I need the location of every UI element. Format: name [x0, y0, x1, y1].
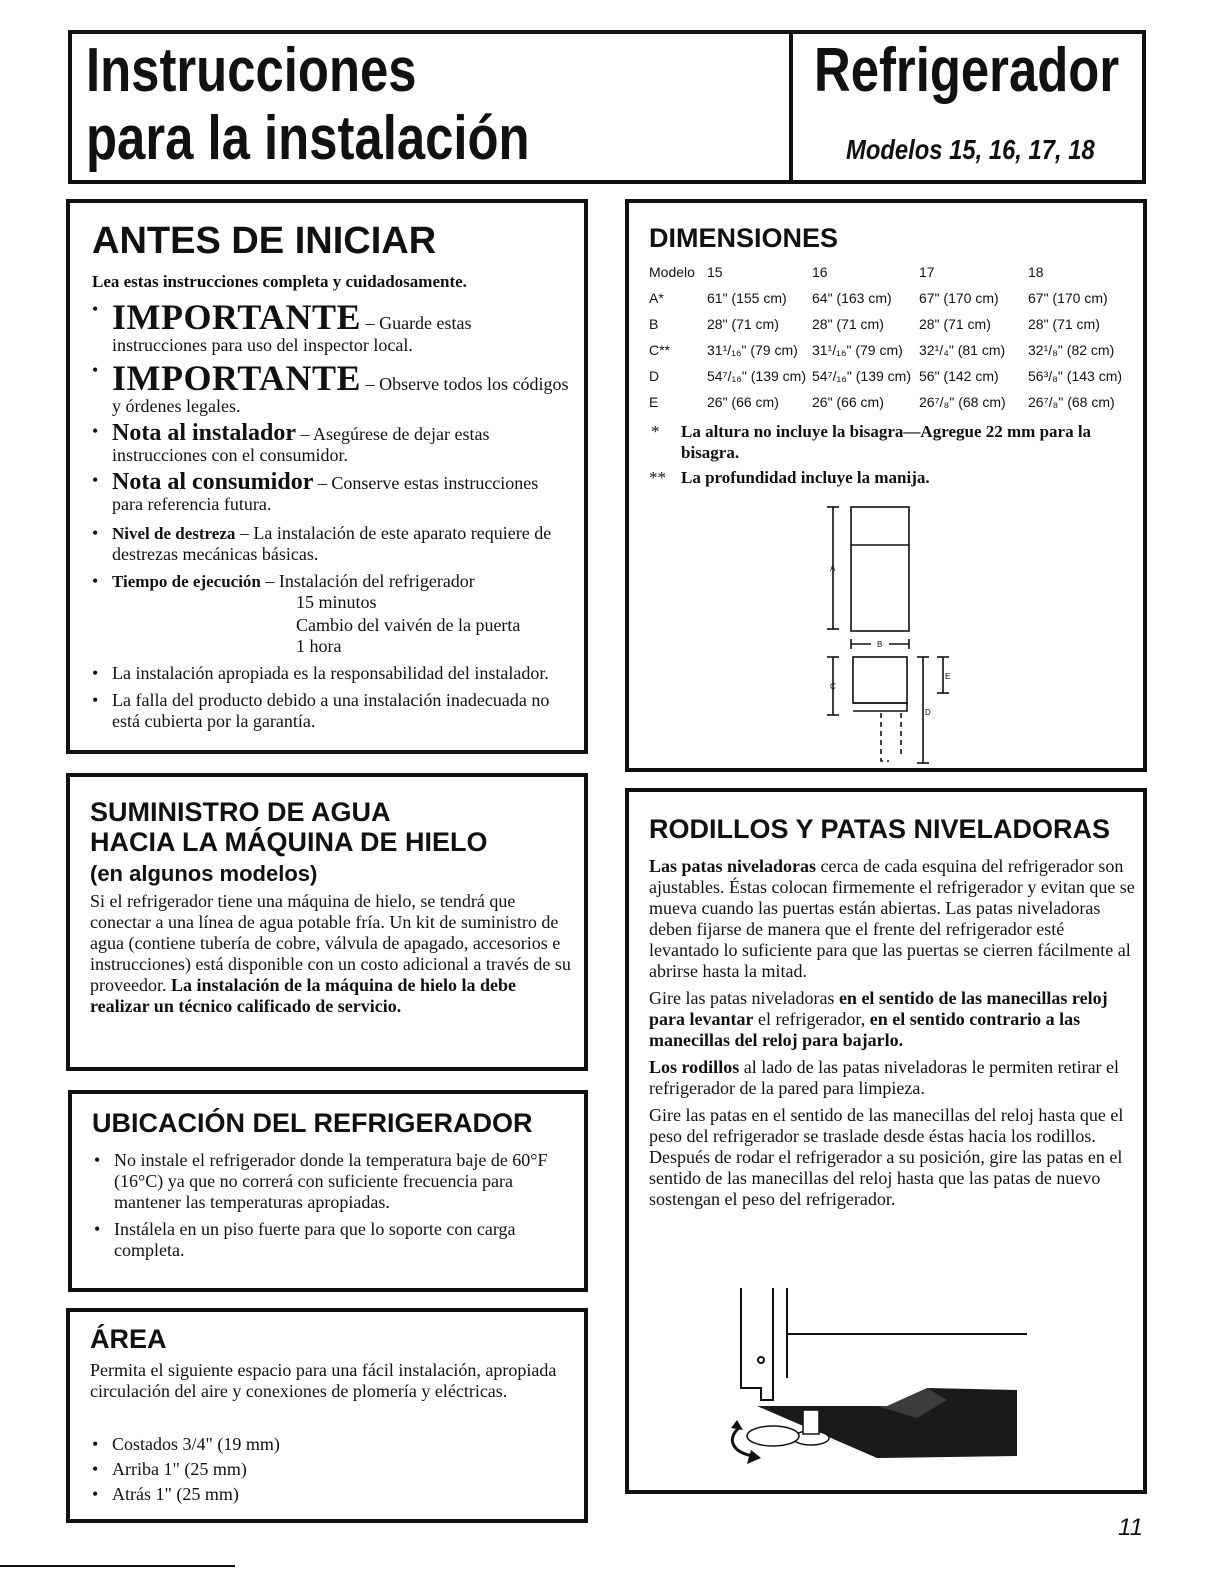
header-divider — [789, 30, 793, 184]
col-15: 15 — [707, 264, 723, 280]
cell: 28" (71 cm) — [919, 316, 991, 332]
area-b1: • Costados 3/4" (19 mm) — [86, 1434, 570, 1455]
label-e: E — [945, 672, 951, 681]
area-b2: • Arriba 1" (25 mm) — [86, 1459, 570, 1480]
cell: 61" (155 cm) — [707, 290, 787, 306]
cell: 28" (71 cm) — [812, 316, 884, 332]
cell: 54⁷/₁₆" (139 cm) — [707, 368, 806, 384]
cell: 54⁷/₁₆" (139 cm) — [812, 368, 911, 384]
tiempo-3: 1 hora — [296, 636, 342, 656]
area-text: Permita el siguiente espacio para una fácil instalación, apropiada circulación del aire y conexiones de plomería y eléctricas. — [90, 1360, 557, 1401]
rodillos-title: RODILLOS Y PATAS NIVELADORAS — [649, 814, 1111, 844]
antes-nivel: • Nivel de destreza – La instalación de este aparato requiere de destrezas mecánicas básicas. — [86, 523, 570, 565]
cell: B — [649, 316, 659, 332]
ubicacion-list — [88, 1150, 572, 1261]
area-b3: • Atrás 1" (25 mm) — [86, 1484, 570, 1505]
antes-nota1: • Nota al instalador – Asegúrese de dejar estas instrucciones con el consumidor. — [86, 421, 570, 466]
page-title-line1: Instrucciones — [86, 36, 417, 105]
rodillos-p1: Las patas niveladoras cerca de cada esquina del refrigerador son ajustables. Éstas colocan firmemente el refrigerador y evitan que se mueva cuando las puertas están abiertas. Las patas niveladoras deben fijarse de manera que el frente del refrigerador esté levantado lo suficiente para que las puertas se cierren fácilmente al abrirse hasta la mitad. — [649, 856, 1135, 981]
cell: D — [649, 368, 660, 384]
dim-note-2 — [649, 467, 1129, 488]
suministro-body-bold: La instalación de la máquina de hielo la debe realizar un técnico calificado de servicio. — [90, 975, 517, 1016]
cell: 32¹/₈" (82 cm) — [1028, 342, 1115, 358]
models-subtitle: Modelos 15, 16, 17, 18 — [846, 134, 1095, 165]
ubicacion-b2: • Instálela en un piso fuerte para que lo soporte con carga completa. — [88, 1219, 572, 1261]
antes-tiempo: • Tiempo de ejecución – Instalación del refrigerador 15 minutos Cambio del vaivén de la puerta 1 hora — [86, 571, 570, 657]
note1-text: La altura no incluye la bisagra—Agregue 22 mm para la bisagra. — [681, 422, 1092, 462]
suministro-text — [90, 891, 572, 1017]
cell: 28" (71 cm) — [707, 316, 779, 332]
dimensiones-section — [625, 199, 1147, 772]
antes-imp2: • IMPORTANTE – Observe todos los códigos y órdenes legales. — [86, 360, 570, 417]
cell: 31¹/₁₆" (79 cm) — [812, 342, 903, 358]
antes-intro: Lea estas instrucciones completa y cuidadosamente. — [92, 272, 467, 291]
cell: 64" (163 cm) — [812, 290, 892, 306]
rodillos-p2: Gire las patas niveladoras en el sentido de las manecillas reloj para levantar el refrigerador, en el sentido contrario a las manecillas del reloj para bajarlo. — [649, 988, 1108, 1050]
col-16: 16 — [812, 264, 828, 280]
dimensions-table — [649, 259, 1138, 415]
cell: 26" (66 cm) — [707, 394, 779, 410]
dimensiones-title: DIMENSIONES — [649, 223, 839, 253]
dimensions-row — [649, 285, 1138, 311]
fridge-front-outline — [851, 507, 909, 631]
ubicacion-b1: • No instale el refrigerador donde la temperatura baje de 60°F (16°C) ya que no correrá con suficiente frecuencia para mantener las temperaturas apropiadas. — [88, 1150, 572, 1213]
product-title: Refrigerador — [814, 36, 1120, 105]
rodillos-p4: Gire las patas en el sentido de las manecillas del reloj hasta que el peso del refrigerador se traslade desde éstas hacia los rodillos. Después de rodar el refrigerador a su posición, gire las patas en el sentido de las manecillas del reloj hasta que las patas de nuevo sostengan el peso del refrigerador. — [649, 1105, 1124, 1209]
bottom-rule — [0, 1565, 235, 1567]
dimensions-row — [649, 363, 1138, 389]
dimensions-row — [649, 389, 1138, 415]
antes-list — [86, 299, 570, 732]
suministro-subtitle: (en algunos modelos) — [90, 861, 318, 886]
rodillos-text — [649, 856, 1135, 1210]
label-c: C — [830, 682, 836, 691]
antes-b1: • La instalación apropiada es la responsabilidad del instalador. — [86, 663, 570, 684]
antes-b2: • La falla del producto debido a una instalación inadecuada no está cubierta por la garantía. — [86, 690, 570, 732]
tiempo-1: 15 minutos — [296, 592, 377, 612]
antes-section — [66, 199, 588, 754]
dimensions-header-row — [649, 259, 1138, 285]
cell: 26⁷/₈" (68 cm) — [919, 394, 1006, 410]
dimensions-row — [649, 337, 1138, 363]
tiempo-2: Cambio del vaivén de la puerta — [296, 615, 521, 635]
area-title: ÁREA — [90, 1324, 167, 1354]
suministro-title-2: HACIA LA MÁQUINA DE HIELO — [90, 827, 488, 857]
col-modelo: Modelo — [649, 264, 695, 280]
fridge-side-outline — [853, 657, 907, 703]
antes-imp1: • IMPORTANTE – Guarde estas instrucciones para uso del inspector local. — [86, 299, 570, 356]
area-section — [66, 1308, 588, 1523]
cell: 26⁷/₈" (68 cm) — [1028, 394, 1115, 410]
area-list — [86, 1434, 570, 1505]
cell: 67" (170 cm) — [1028, 290, 1108, 306]
cell: 56" (142 cm) — [919, 368, 999, 384]
ubicacion-section — [68, 1090, 588, 1292]
cell: A* — [649, 290, 664, 306]
ubicacion-title: UBICACIÓN DEL REFRIGERADOR — [92, 1108, 533, 1138]
cell: 67" (170 cm) — [919, 290, 999, 306]
dim-note-1 — [649, 421, 1129, 463]
note1-mark: * — [651, 422, 660, 441]
label-a: A — [830, 564, 836, 573]
cell: 31¹/₁₆" (79 cm) — [707, 342, 798, 358]
cell: E — [649, 394, 659, 410]
cell: 26" (66 cm) — [812, 394, 884, 410]
label-b: B — [877, 640, 883, 649]
col-17: 17 — [919, 264, 935, 280]
leveling-leg-illustration — [717, 1288, 1047, 1488]
note2-mark: ** — [649, 468, 666, 487]
cell: 32¹/₄" (81 cm) — [919, 342, 1006, 358]
label-d: D — [925, 708, 931, 717]
dimensions-diagram — [819, 503, 979, 783]
suministro-title-1: SUMINISTRO DE AGUA — [90, 797, 391, 827]
suministro-body: Si el refrigerador tiene una máquina de hielo, se tendrá que conectar a una línea de agua potable fría. Un kit de suministro de agua (contiene tubería de cobre, válvula de apagado, accesorios e instrucciones) está disponible con un costo adicional a través de su proveedor. — [90, 891, 571, 995]
dimensions-row — [649, 311, 1138, 337]
note2-text: La profundidad incluye la manija. — [681, 468, 930, 487]
page-title-line2: para la instalación — [86, 104, 530, 173]
cell: 56³/₈" (143 cm) — [1028, 368, 1123, 384]
antes-title: ANTES DE INICIAR — [92, 220, 437, 262]
col-18: 18 — [1028, 264, 1044, 280]
suministro-section — [66, 773, 588, 1071]
antes-nota2: • Nota al consumidor – Conserve estas instrucciones para referencia futura. — [86, 470, 570, 515]
page-number: 11 — [1118, 1514, 1143, 1541]
rodillos-section — [625, 788, 1147, 1494]
cell: C** — [649, 342, 671, 358]
rodillos-p3: Los rodillos al lado de las patas niveladoras le permiten retirar el refrigerador de la pared para limpieza. — [649, 1057, 1120, 1098]
cell: 28" (71 cm) — [1028, 316, 1100, 332]
